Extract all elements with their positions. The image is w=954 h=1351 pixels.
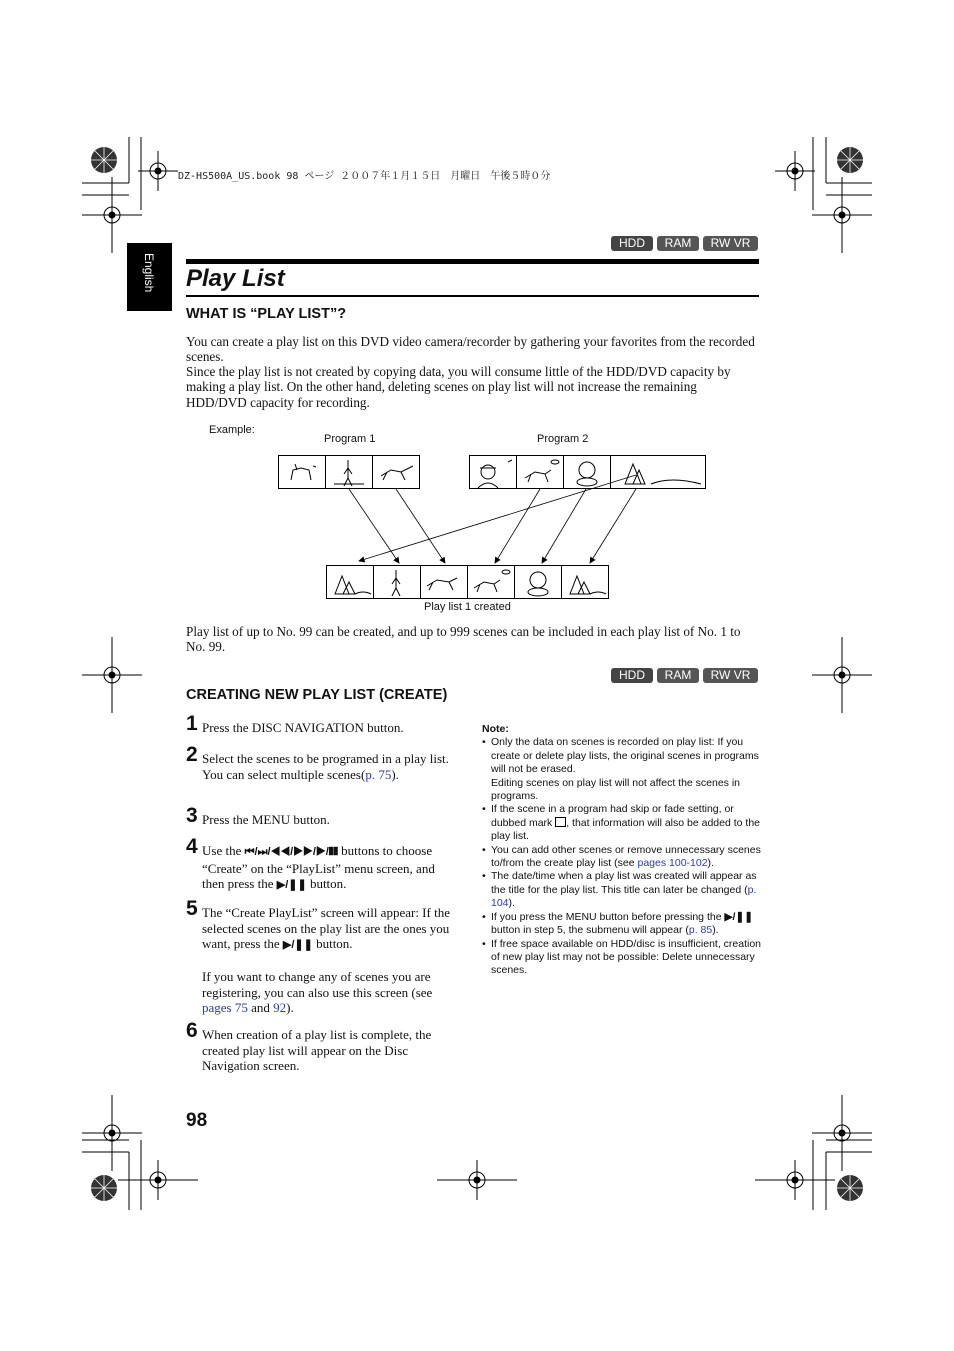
note-item-6-text: If free space available on HDD/disc is insufficient, creation of new play list may not be possible: Delete unnecessary scenes.	[491, 937, 762, 977]
playlist-limits-paragraph: Play list of up to No. 99 can be created, and up to 999 scenes can be included in each play list of No. 1 to No. 99.	[186, 624, 741, 655]
page-number: 98	[186, 1110, 208, 1131]
step-5-para-b	[202, 969, 457, 1016]
note-item-5-text-a: If you press the MENU button before pressing the	[491, 910, 725, 923]
example-label: Example:	[209, 424, 255, 436]
step-2-line-b	[202, 767, 457, 783]
link-p75[interactable]: p. 75	[365, 766, 392, 782]
step-6-number: 6	[186, 1019, 198, 1042]
note-item-5-text-b: button in step 5, the submenu will appear (	[491, 924, 689, 937]
badge-ram-2: RAM	[657, 668, 699, 683]
link-p104[interactable]: p. 104	[491, 883, 757, 910]
step-4-text-c: button.	[306, 876, 347, 891]
link-pages-75[interactable]: pages 75	[202, 1000, 248, 1015]
step-2-text-c: ).	[391, 766, 399, 782]
step-1-number: 1	[186, 712, 198, 735]
step-3-text: Press the MENU button.	[202, 812, 330, 827]
step-2-text	[202, 751, 457, 782]
badge-ram: RAM	[657, 236, 699, 251]
note-item-6	[482, 938, 762, 978]
step-2-text-b: You can select multiple scenes(	[202, 766, 366, 782]
play-pause-icon: ▶/❚❚	[724, 910, 754, 923]
note-item-1	[482, 736, 762, 803]
dub-mark-icon	[555, 817, 566, 827]
note-item-5-text-c: ).	[712, 924, 719, 937]
section-heading-what-is: WHAT IS “PLAY LIST”?	[186, 306, 347, 322]
step-1-text: Press the DISC NAVIGATION button.	[202, 720, 404, 735]
step-4-number: 4	[186, 835, 198, 858]
note-item-3-text-a: You can add other scenes or remove unnecessary scenes to/from the create play list (see	[491, 843, 761, 870]
step-5-number: 5	[186, 897, 198, 920]
step-4-text-a: Use the	[202, 843, 245, 858]
nav-buttons-icons: ⏮/⏭/◀◀/▶▶/▶/❚❚	[244, 846, 338, 858]
play-pause-icon: ▶/❚❚	[276, 879, 307, 891]
note-item-4	[482, 870, 762, 910]
section-heading-create: CREATING NEW PLAY LIST (CREATE)	[186, 687, 448, 703]
note-item-2	[482, 803, 762, 843]
program1-label: Program 1	[324, 433, 376, 445]
intro-paragraph-1: You can create a play list on this DVD video camera/recorder by gathering your favorites from the recorded scenes.	[186, 334, 755, 365]
step-4-text	[202, 843, 457, 894]
step-5-text-a: The “Create PlayList” screen will appear: If the selected scenes on the play list are the ones you want, press the	[202, 905, 450, 951]
step-6-text: When creation of a play list is complete, the created play list will appear on the Disc Navigation screen.	[202, 1027, 432, 1073]
step-2-line-a: Select the scenes to be programed in a play list.	[202, 751, 449, 766]
step-5-text-b: button.	[312, 936, 353, 951]
link-p85[interactable]: p. 85	[688, 924, 713, 937]
step-2-number: 2	[186, 743, 198, 766]
language-tab-label: English	[142, 253, 156, 293]
note-item-4-text-b: ).	[508, 897, 515, 910]
badge-hdd: HDD	[611, 236, 653, 251]
link-pages-100-102[interactable]: pages 100-102	[637, 857, 708, 870]
note-item-5	[482, 911, 762, 938]
media-badges-create	[611, 668, 758, 683]
program2-label: Program 2	[537, 433, 589, 445]
note-item-3	[482, 844, 762, 871]
step-4-text-b: buttons to choose “Create” on the “PlayList” menu screen, and then press the	[202, 843, 435, 891]
link-92[interactable]: 92	[273, 1000, 287, 1015]
note-item-1-extra: Editing scenes on play list will not affect the scenes in programs.	[491, 776, 741, 803]
step-5-para-a	[202, 905, 457, 954]
badge-rw-vr-2: RW VR	[703, 668, 758, 683]
note-item-1-text: Only the data on scenes is recorded on play list: If you create or delete play lists, the original scenes in programs will not be erased.	[491, 736, 759, 776]
print-header: DZ-HS500A_US.book 98 ページ ２００７年１月１５日 月曜日 午後５時０分	[178, 171, 551, 182]
badge-rw-vr: RW VR	[703, 236, 758, 251]
play-pause-icon: ▶/❚❚	[282, 939, 313, 951]
note-title: Note:	[482, 723, 509, 735]
step-5-text	[202, 905, 457, 1016]
page-title: Play List	[186, 265, 285, 292]
step-3-number: 3	[186, 804, 198, 827]
note-box	[482, 723, 762, 978]
playlist-created-label: Play list 1 created	[424, 601, 511, 613]
note-item-2-text-a: If the scene in a program had skip or fade setting, or dubbed mark	[491, 803, 734, 829]
intro-paragraph-2: Since the play list is not created by copying data, you will consume little of the HDD/DVD capacity by making a play list. On the other hand, deleting scenes on play list will not increase the remaining HDD/DVD capacity for recording.	[186, 364, 731, 410]
note-item-4-text-a: The date/time when a play list was created will appear as the title for the play list. This title can later be changed (	[491, 870, 757, 896]
note-item-2-text-b: , that information will also be added to the play list.	[491, 816, 761, 843]
step-5-text-d: and	[247, 1000, 274, 1015]
step-5-text-c: If you want to change any of scenes you are registering, you can also use this screen (see	[202, 969, 433, 1000]
badge-hdd-2: HDD	[611, 668, 653, 683]
step-5-text-e: ).	[286, 1000, 294, 1015]
note-item-3-text-b: ).	[707, 857, 714, 870]
